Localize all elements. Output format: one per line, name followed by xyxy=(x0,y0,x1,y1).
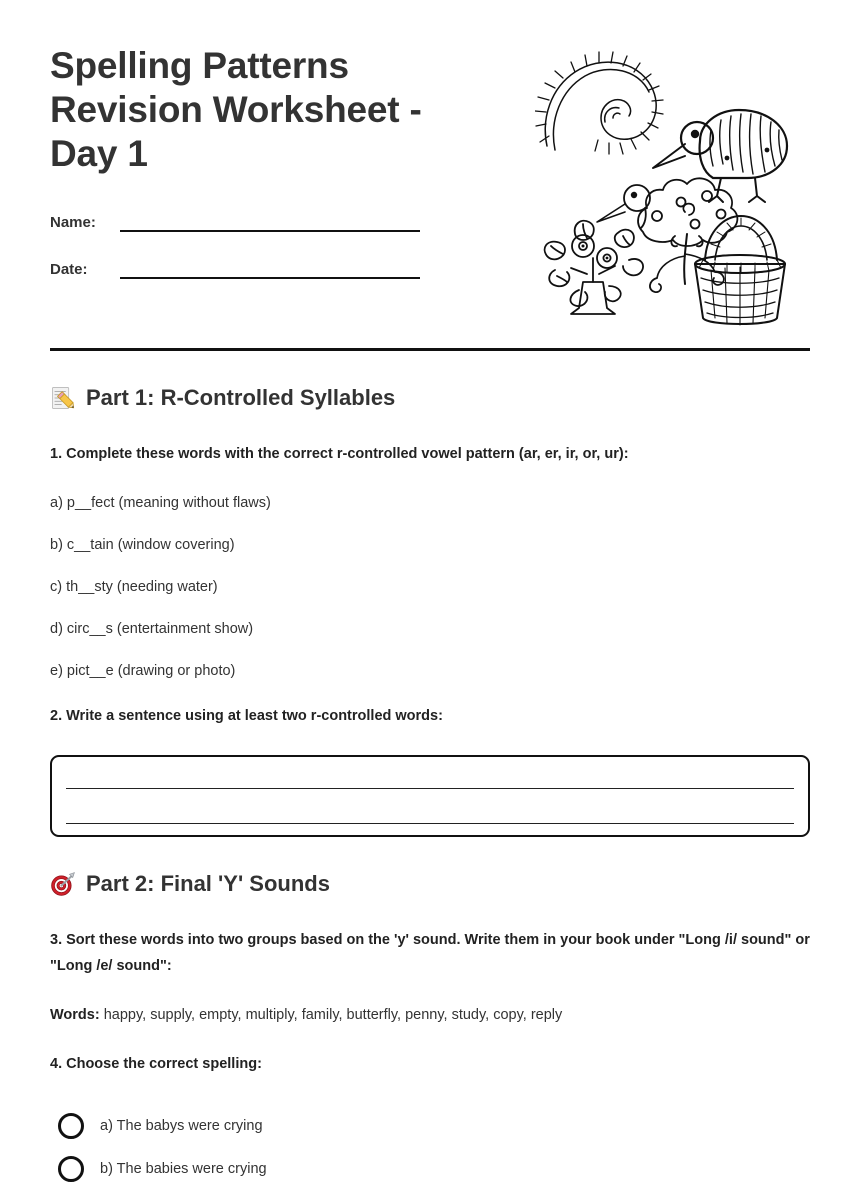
question-1-item-a[interactable]: a) p__fect (meaning without flaws) xyxy=(50,495,271,511)
dart-target-icon xyxy=(50,871,76,897)
question-4-prompt: 4. Choose the correct spelling: xyxy=(50,1056,262,1072)
question-4-options xyxy=(50,1113,810,1182)
writing-rule-2 xyxy=(66,823,794,824)
name-input-line[interactable] xyxy=(120,210,420,232)
fern-koru-spiral-drawing xyxy=(535,52,663,154)
option-b-label: b) The babies were crying xyxy=(100,1161,267,1177)
question-2-answer-box[interactable] xyxy=(50,755,810,837)
illustration-artwork xyxy=(535,46,815,326)
part1-heading-label: Part 1: R-Controlled Syllables xyxy=(86,385,396,410)
date-label: Date: xyxy=(50,261,88,278)
kiwi-bird-drawing xyxy=(653,110,787,202)
question-4-option-a[interactable] xyxy=(50,1113,810,1139)
woven-basket-drawing xyxy=(695,216,785,325)
worksheet-content xyxy=(50,385,810,1199)
question-1-item-e[interactable]: e) pict__e (drawing or photo) xyxy=(50,663,236,679)
question-1-item-d[interactable]: d) circ__s (entertainment show) xyxy=(50,621,254,637)
question-1-item-b[interactable]: b) c__tain (window covering) xyxy=(50,537,235,553)
page-title: Spelling Patterns Revision Worksheet - Day 1 xyxy=(50,45,422,174)
word-bank-label: Words: xyxy=(50,1007,100,1023)
date-field-row xyxy=(50,255,420,279)
part2-heading-label: Part 2: Final 'Y' Sounds xyxy=(86,871,330,896)
option-a-label: a) The babys were crying xyxy=(100,1118,263,1134)
question-1-item-c[interactable]: c) th__sty (needing water) xyxy=(50,579,218,595)
part2-heading xyxy=(50,871,810,897)
memo-pencil-icon xyxy=(50,385,76,411)
part1-heading xyxy=(50,385,810,411)
word-bank-values: happy, supply, empty, multiply, family, butterfly, penny, study, copy, reply xyxy=(103,1007,563,1023)
flower-vase-drawing xyxy=(545,221,643,314)
question-1-prompt: 1. Complete these words with the correct r-controlled vowel pattern (ar, er, ir, or, ur): xyxy=(50,446,629,462)
question-2-prompt: 2. Write a sentence using at least two r-controlled words: xyxy=(50,708,443,724)
header-divider xyxy=(50,348,810,351)
date-input-line[interactable] xyxy=(120,257,420,279)
name-label: Name: xyxy=(50,214,96,231)
writing-rule-1 xyxy=(66,788,794,789)
question-3-word-bank xyxy=(50,1005,810,1025)
header-illustration xyxy=(535,46,815,326)
question-3-prompt: 3. Sort these words into two groups based on the 'y' sound. Write them in your book under "Long /i/ sound" or "Long /e/ sound": xyxy=(50,932,810,974)
radio-button-b[interactable] xyxy=(58,1156,84,1182)
question-4-option-b[interactable] xyxy=(50,1156,810,1182)
radio-button-a[interactable] xyxy=(58,1113,84,1139)
name-field-row xyxy=(50,208,420,232)
